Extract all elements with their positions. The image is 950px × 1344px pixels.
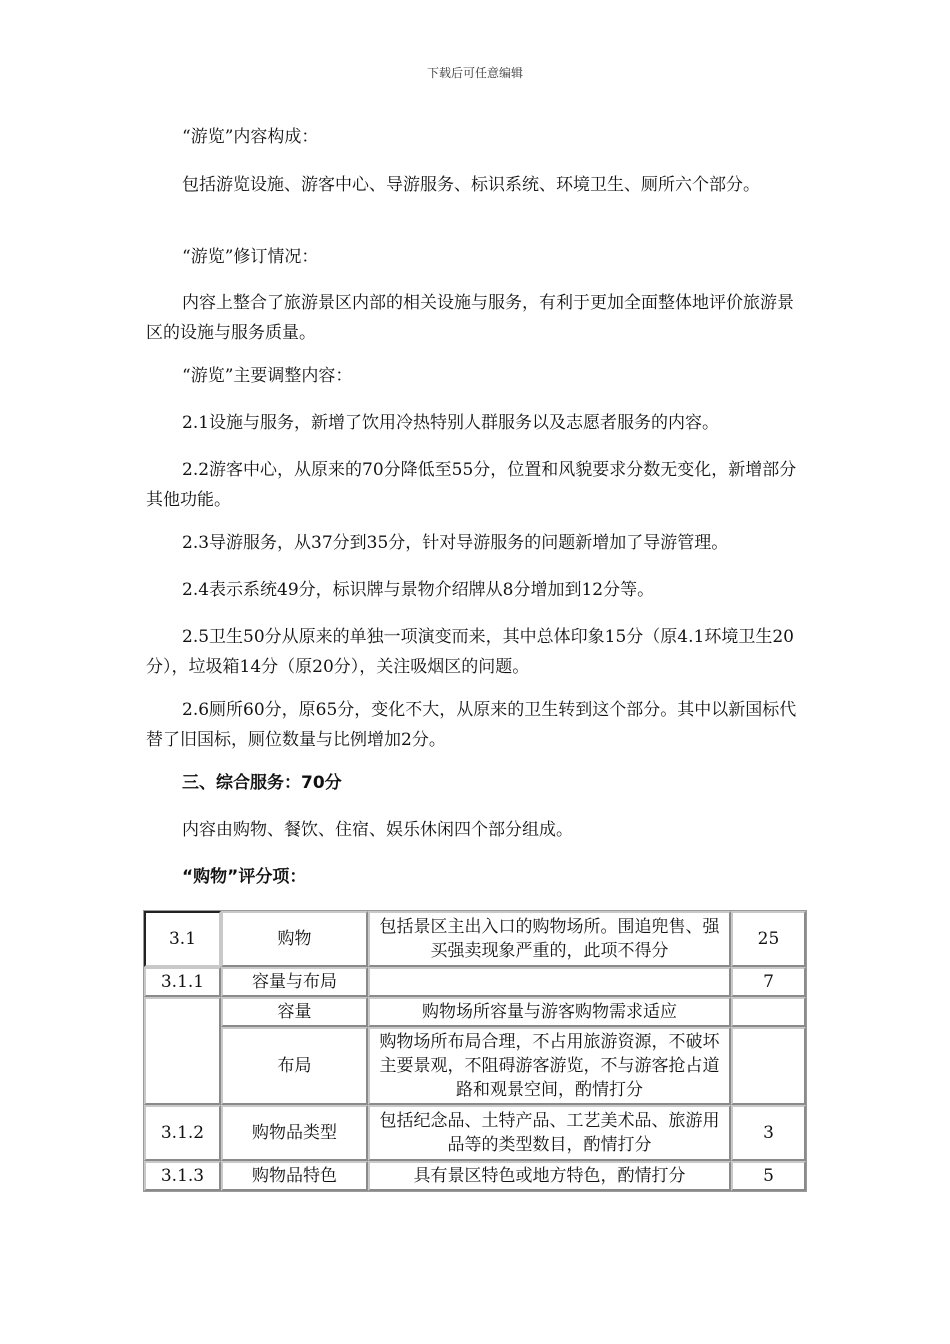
table-cell-name: 购物品类型: [221, 1105, 368, 1161]
paragraph-tour-composition: 包括游览设施、游客中心、导游服务、标识系统、环境卫生、厕所六个部分。: [182, 175, 760, 195]
paragraph-2-3: 2.3导游服务，从37分到35分，针对导游服务的问题新增加了导游管理。: [182, 533, 729, 553]
table-cell-code: 3.1.1: [144, 967, 221, 997]
section-intro: 内容由购物、餐饮、住宿、娱乐休闲四个部分组成。: [182, 820, 573, 840]
table-cell-score: 5: [731, 1161, 806, 1191]
table-cell-desc: 包括纪念品、土特产品、工艺美术品、旅游用品等的类型数目，酌情打分: [368, 1105, 731, 1161]
table-cell-name: 容量与布局: [221, 967, 368, 997]
table-cell-desc: 购物场所布局合理，不占用旅游资源，不破坏主要景观，不阻碍游客游览，不与游客抢占道路和观景空间，酌情打分: [368, 1027, 731, 1105]
section-heading: 三、综合服务：70分: [182, 773, 342, 793]
paragraph-2-2: 2.2游客中心，从原来的70分降低至55分，位置和风貌要求分数无变化，新增部分其他功能。: [146, 460, 797, 510]
table-cell-code: 3.1.3: [144, 1161, 221, 1191]
table-cell-score: 7: [731, 967, 806, 997]
table-cell-score: 3: [731, 1105, 806, 1161]
table-cell-code-empty: [144, 997, 221, 1105]
table-cell-name: 布局: [221, 1027, 368, 1105]
paragraph-tour-revision-title: “游览”修订情况：: [182, 247, 319, 267]
table-cell-desc: [368, 967, 731, 997]
table-cell-name: 容量: [221, 997, 368, 1027]
table-cell-code: 3.1.2: [144, 1105, 221, 1161]
paragraph-tour-adjust-title: “游览”主要调整内容：: [182, 366, 353, 386]
table-cell-name: 购物品特色: [221, 1161, 368, 1191]
paragraph-tour-composition-title: “游览”内容构成：: [182, 127, 319, 147]
table-cell-desc: 购物场所容量与游客购物需求适应: [368, 997, 731, 1027]
table-cell-desc: 具有景区特色或地方特色，酌情打分: [368, 1161, 731, 1191]
paragraph-2-4: 2.4表示系统49分，标识牌与景物介绍牌从8分增加到12分等。: [182, 580, 655, 600]
paragraph-2-1: 2.1设施与服务，新增了饮用冷热特别人群服务以及志愿者服务的内容。: [182, 413, 720, 433]
table-cell-name: 购物: [221, 911, 368, 967]
paragraph-tour-revision: 内容上整合了旅游景区内部的相关设施与服务，有利于更加全面整体地评价旅游景区的设施与服务质量。: [146, 293, 794, 343]
table-cell-score: [731, 1027, 806, 1105]
shopping-score-table: [143, 910, 807, 1192]
page-header: 下载后可任意编辑: [426, 66, 523, 80]
table-cell-score: [731, 997, 806, 1027]
paragraph-2-5: 2.5卫生50分从原来的单独一项演变而来，其中总体印象15分（原4.1环境卫生20分），垃圾箱14分（原20分），关注吸烟区的问题。: [146, 627, 794, 677]
shopping-subheading: “购物”评分项：: [182, 867, 307, 887]
table-cell-score: 25: [731, 911, 806, 967]
table-cell-desc: 包括景区主出入口的购物场所。围追兜售、强买强卖现象严重的，此项不得分: [368, 911, 731, 967]
paragraph-2-6: 2.6厕所60分，原65分，变化不大，从原来的卫生转到这个部分。其中以新国标代替了旧国标，厕位数量与比例增加2分。: [146, 700, 797, 750]
table-cell-code: 3.1: [144, 911, 221, 967]
